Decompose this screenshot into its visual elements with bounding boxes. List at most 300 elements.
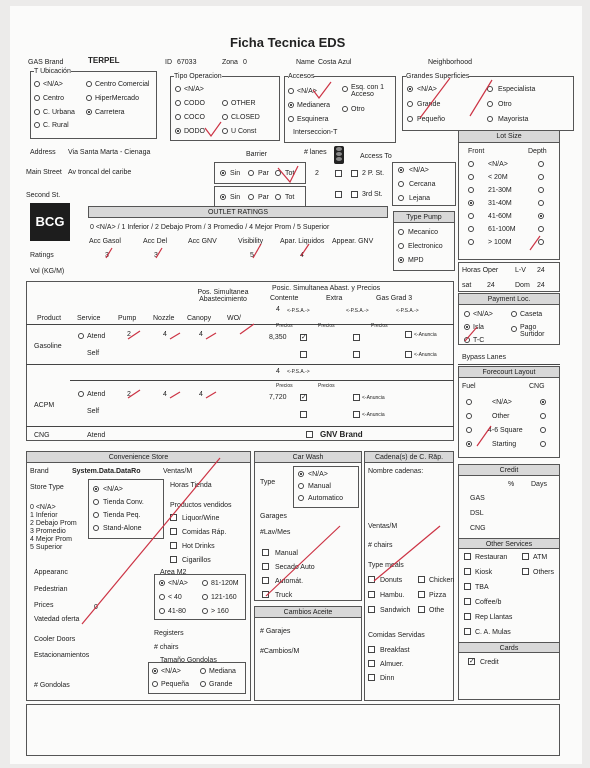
radio-area-80[interactable] bbox=[159, 608, 165, 614]
credit-title: Credit bbox=[459, 465, 559, 476]
checkbox-cigarillos[interactable] bbox=[170, 556, 177, 563]
checkbox-wash-secado[interactable] bbox=[262, 563, 269, 570]
address-value: Via Santa Marta - Cienaga bbox=[68, 149, 151, 156]
gas-grad3-label: Gas Grad 3 bbox=[376, 295, 413, 302]
horas-oper-label: Horas Oper bbox=[462, 267, 499, 274]
acpm-label: ACPM bbox=[34, 402, 55, 409]
checkbox-gas-anuncia[interactable] bbox=[405, 331, 412, 338]
type-pump-title: Type Pump bbox=[394, 212, 454, 223]
opt-label: Truck bbox=[275, 592, 293, 599]
car-wash-title: Car Wash bbox=[255, 452, 361, 463]
rating-col-visibility: Visibility bbox=[238, 238, 264, 245]
lot-size-option: 41-60M bbox=[488, 213, 512, 220]
lanes-value: 2 bbox=[315, 170, 319, 177]
checkbox-tba[interactable] bbox=[464, 583, 471, 590]
opt-label: 121-160 bbox=[211, 594, 237, 601]
radio-lot-depth[interactable] bbox=[538, 213, 544, 219]
radio-ubic-centro[interactable] bbox=[34, 95, 40, 101]
radio-barrier2-tot[interactable] bbox=[275, 194, 281, 200]
checkbox-gas-self-psa[interactable] bbox=[300, 351, 307, 358]
gasoline-canopy[interactable]: 4 bbox=[199, 331, 203, 338]
radio-access-cercana[interactable] bbox=[398, 181, 404, 187]
opt-label: ATM bbox=[533, 554, 548, 561]
radio-acc-medianera[interactable] bbox=[288, 102, 294, 108]
radio-lot-front[interactable] bbox=[468, 187, 474, 193]
radio-lot-depth[interactable] bbox=[538, 174, 544, 180]
opt-label: HiperMercado bbox=[95, 95, 139, 102]
radio-pay-caseta[interactable] bbox=[511, 311, 517, 317]
checkbox-acpm-self-anuncia[interactable] bbox=[353, 411, 360, 418]
rating-col-apar: Apar. Liquidos bbox=[280, 238, 325, 245]
checkbox-atm[interactable] bbox=[522, 553, 529, 560]
opt-label: 81-120M bbox=[211, 580, 239, 587]
opt-label: Almuer. bbox=[380, 661, 404, 668]
grandes-label: Grandes Superficies bbox=[406, 73, 470, 80]
psa-4: <-P.S.A.-> bbox=[287, 369, 310, 375]
radio-gs-pequeno[interactable] bbox=[407, 116, 413, 122]
bcg-logo bbox=[30, 203, 70, 241]
opt-label: C. Rural bbox=[43, 122, 69, 129]
opt-label: Manual bbox=[275, 550, 298, 557]
radio-pay-isla[interactable] bbox=[464, 324, 470, 330]
checkbox-almuer[interactable] bbox=[368, 660, 375, 667]
divider bbox=[26, 364, 454, 365]
productos-label: Productos vendidos bbox=[170, 502, 232, 509]
opt-label: Cercana bbox=[409, 181, 436, 188]
rating-col-appear-gnv: Appear. GNV bbox=[332, 238, 374, 245]
rating-scale-list bbox=[30, 504, 77, 552]
gas-brand-label: GAS Brand bbox=[28, 59, 64, 66]
name-value: Costa Azul bbox=[318, 59, 352, 66]
lot-size-option: <N/A> bbox=[488, 161, 508, 168]
opt-label: Donuts bbox=[380, 577, 403, 584]
radio-area-40[interactable] bbox=[159, 594, 165, 600]
acpm-nozzle[interactable]: 4 bbox=[163, 391, 167, 398]
tamano-label: Tamaño Gondolas bbox=[160, 657, 217, 664]
bypass-lanes-label: Bypass Lanes bbox=[462, 354, 506, 361]
precios-3: Precios bbox=[371, 323, 388, 329]
checkbox-acpm-anuncia[interactable] bbox=[353, 394, 360, 401]
radio-tam-pequena[interactable] bbox=[152, 681, 158, 687]
anuncia-2: <-Anuncia bbox=[414, 352, 437, 358]
opt-label: <N/A> bbox=[473, 311, 493, 318]
opt-label: Pequeño bbox=[417, 116, 446, 123]
radio-access-na[interactable] bbox=[398, 167, 404, 173]
gasoline-atend-label: Atend bbox=[87, 333, 106, 340]
radio-barrier-tot[interactable] bbox=[275, 170, 281, 176]
cards-title: Cards bbox=[459, 642, 559, 653]
checkbox-2pst[interactable] bbox=[351, 170, 358, 177]
opt-label: Centro Comercial bbox=[95, 81, 150, 88]
checkbox-hotdrinks[interactable] bbox=[170, 542, 177, 549]
cadena-title: Cadena(s) de C. Rāp. bbox=[365, 452, 453, 463]
opt-label: Sandwich bbox=[380, 607, 411, 614]
acpm-self-label: Self bbox=[87, 408, 100, 415]
radio-store-peq[interactable] bbox=[93, 512, 99, 518]
checkbox-liquor[interactable] bbox=[170, 514, 177, 521]
radio-fc-fuel-starting[interactable] bbox=[466, 441, 472, 447]
garages-label: Garages bbox=[260, 513, 287, 520]
appearance-label: Appearanc bbox=[34, 569, 68, 576]
checkbox-dinn[interactable] bbox=[368, 674, 375, 681]
opt-label: Liquor/Wine bbox=[182, 515, 220, 522]
opt-label: <N/A> bbox=[417, 86, 437, 93]
radio-store-na[interactable] bbox=[93, 486, 99, 492]
gas-brand-value: TERPEL bbox=[88, 56, 120, 65]
opt-label: Lejana bbox=[409, 195, 431, 202]
radio-lot-front[interactable] bbox=[468, 174, 474, 180]
checkbox-gas-self-extra[interactable] bbox=[353, 351, 360, 358]
checkbox-comidas[interactable] bbox=[170, 528, 177, 535]
checkbox-pizza[interactable] bbox=[418, 591, 425, 598]
radio-ubic-na[interactable] bbox=[34, 81, 40, 87]
psa-2: <-P.S.A.-> bbox=[346, 308, 369, 314]
radio-lot-depth[interactable] bbox=[538, 239, 544, 245]
checkbox-coffee[interactable] bbox=[464, 598, 471, 605]
opt-label: OTHER bbox=[231, 100, 256, 107]
radio-op-coco[interactable] bbox=[175, 114, 181, 120]
rating-col-acc-gnv: Acc GNV bbox=[188, 238, 217, 245]
cng-label: CNG bbox=[34, 432, 50, 439]
radio-op-other[interactable] bbox=[222, 100, 228, 106]
opt-label: TBA bbox=[475, 584, 489, 591]
opt-label: Dinn bbox=[380, 675, 395, 682]
radio-gs-na[interactable] bbox=[407, 86, 413, 92]
col-product: Product bbox=[37, 315, 62, 322]
opt-label: Esquinera bbox=[297, 116, 329, 123]
radio-barrier2-par[interactable] bbox=[248, 194, 254, 200]
notes-area[interactable] bbox=[26, 704, 560, 756]
radio-fc-cng-square[interactable] bbox=[540, 427, 546, 433]
radio-lot-depth[interactable] bbox=[538, 187, 544, 193]
checkbox-rep-llantas[interactable] bbox=[464, 613, 471, 620]
col-wo: WO/ bbox=[227, 315, 241, 322]
id-value: 67033 bbox=[177, 59, 197, 66]
psa-1: <-P.S.A.-> bbox=[287, 308, 310, 314]
checkbox-othe[interactable] bbox=[418, 606, 425, 613]
radio-lot-front[interactable] bbox=[468, 226, 474, 232]
rating-scale-item: 0 <N/A> bbox=[30, 504, 56, 511]
radio-area-160[interactable] bbox=[202, 594, 208, 600]
opt-label: < 40 bbox=[168, 594, 182, 601]
opt-label: Otro bbox=[498, 101, 512, 108]
radio-fc-cng-starting[interactable] bbox=[540, 441, 546, 447]
radio-barrier-par[interactable] bbox=[248, 170, 254, 176]
contente-label: Contente bbox=[270, 295, 299, 302]
opt-label: Credit bbox=[480, 659, 499, 666]
opt-label: Others bbox=[533, 569, 555, 576]
precios-1: Precios bbox=[276, 323, 293, 329]
opt-label: Carretera bbox=[95, 109, 125, 116]
radio-lot-front[interactable] bbox=[468, 239, 474, 245]
opt-label: Hot Drinks bbox=[182, 543, 215, 550]
radio-tam-mediana[interactable] bbox=[200, 668, 206, 674]
precios-5: Precios bbox=[318, 383, 335, 389]
checkbox-kiosk[interactable] bbox=[464, 568, 471, 575]
lv-value: 24 bbox=[537, 267, 545, 274]
vatedad-label: Vatedad oferta bbox=[34, 616, 80, 623]
second-st-label: Second St. bbox=[26, 192, 61, 199]
opt-label: > 160 bbox=[211, 608, 229, 615]
radio-lot-front[interactable] bbox=[468, 213, 474, 219]
opt-label: Par bbox=[258, 170, 269, 177]
radio-acc-otro[interactable] bbox=[342, 106, 348, 112]
radio-gs-mayorista[interactable] bbox=[487, 116, 493, 122]
opt-label: 41-80 bbox=[168, 608, 186, 615]
logo-text: BCG bbox=[35, 214, 65, 229]
opt-label: Kiosk bbox=[475, 569, 493, 576]
opt-label: Pequeña bbox=[161, 681, 190, 688]
opt-label: Par bbox=[258, 194, 269, 201]
lot-depth-label: Depth bbox=[528, 148, 547, 155]
brand-label: Brand bbox=[30, 468, 49, 475]
checkbox-others[interactable] bbox=[522, 568, 529, 575]
col-canopy: Canopy bbox=[187, 315, 212, 322]
gasoline-nozzle[interactable]: 4 bbox=[163, 331, 167, 338]
gondolas-label: # Gondolas bbox=[34, 682, 70, 689]
opt-label: <N/A> bbox=[168, 580, 188, 587]
radio-acc-esqcon[interactable] bbox=[342, 86, 348, 92]
radio-pay-tc[interactable] bbox=[464, 337, 470, 343]
radio-acc-esquinera[interactable] bbox=[288, 116, 294, 122]
radio-store-standalone[interactable] bbox=[93, 525, 99, 531]
checkbox-gas-psa[interactable]: ✓ bbox=[301, 334, 307, 341]
type-meals-label: Type meals bbox=[368, 562, 404, 569]
other-services-title: Other Services bbox=[459, 538, 559, 549]
rating-apar[interactable]: 4 bbox=[300, 252, 304, 259]
pedestrian-label: Pedestrian bbox=[34, 586, 68, 593]
divider bbox=[70, 380, 454, 381]
radio-gs-otro[interactable] bbox=[487, 101, 493, 107]
radio-op-dodo[interactable] bbox=[175, 128, 181, 134]
radio-ubic-carretera[interactable] bbox=[86, 109, 92, 115]
sat-value: 24 bbox=[487, 282, 495, 289]
gasoline-pump[interactable]: 2 bbox=[127, 331, 131, 338]
rating-col-acc-del: Acc Del bbox=[143, 238, 168, 245]
conv-chairs-label: # chairs bbox=[154, 644, 179, 651]
opt-label: Mediana bbox=[209, 668, 236, 675]
checkbox-lane-b[interactable] bbox=[335, 191, 342, 198]
brand-value: System.Data.DataRo bbox=[72, 468, 141, 475]
opt-label: Pago Surtidor bbox=[520, 324, 545, 338]
opt-label: CODO bbox=[184, 100, 205, 107]
convenience-title: Convenience Store bbox=[27, 452, 250, 463]
opt-label: Isla bbox=[473, 324, 484, 331]
estacionamientos-label: Estacionamientos bbox=[34, 652, 90, 659]
credit-gas-label: GAS bbox=[470, 495, 485, 502]
rating-scale-item: 1 Inferior bbox=[30, 512, 58, 519]
radio-ubic-hiper[interactable] bbox=[86, 95, 92, 101]
radio-area-over160[interactable] bbox=[202, 608, 208, 614]
rating-visibility[interactable]: 5 bbox=[250, 252, 254, 259]
radio-gasoline-atend[interactable] bbox=[78, 333, 84, 339]
radio-fc-fuel-other[interactable] bbox=[466, 413, 472, 419]
radio-lot-front[interactable] bbox=[468, 161, 474, 167]
radio-op-na[interactable] bbox=[175, 86, 181, 92]
radio-lot-depth[interactable] bbox=[538, 226, 544, 232]
checkbox-wash-truck[interactable] bbox=[262, 591, 269, 598]
checkbox-sandwich[interactable] bbox=[368, 606, 375, 613]
gasoline-price[interactable]: 8,350 bbox=[269, 334, 287, 341]
radio-fc-fuel-na[interactable] bbox=[466, 399, 472, 405]
divider bbox=[26, 426, 454, 427]
opt-label: MPD bbox=[408, 257, 424, 264]
lv-label: L-V bbox=[515, 267, 526, 274]
opt-label: Mayorista bbox=[498, 116, 529, 123]
checkbox-gnv-brand[interactable] bbox=[306, 431, 313, 438]
checkbox-chicken[interactable] bbox=[418, 576, 425, 583]
radio-fc-cng-na[interactable] bbox=[540, 399, 546, 405]
radio-pay-surtidor[interactable] bbox=[511, 326, 517, 332]
rating-acc-del[interactable]: 3 bbox=[154, 252, 158, 259]
radio-pump-electronico[interactable] bbox=[398, 243, 404, 249]
forecourt-cng-label: CNG bbox=[529, 383, 545, 390]
opt-label: Hambu. bbox=[380, 592, 405, 599]
radio-lot-depth[interactable] bbox=[538, 200, 544, 206]
radio-acpm-atend[interactable] bbox=[78, 391, 84, 397]
checkbox-hambu[interactable] bbox=[368, 591, 375, 598]
gasoline-label: Gasoline bbox=[34, 343, 62, 350]
checkbox-gas-self-anuncia[interactable] bbox=[405, 351, 412, 358]
acpm-canopy[interactable]: 4 bbox=[199, 391, 203, 398]
cadena-group bbox=[364, 451, 454, 701]
checkbox-restauran[interactable] bbox=[464, 553, 471, 560]
credit-cng-label: CNG bbox=[470, 525, 486, 532]
radio-fc-fuel-square[interactable] bbox=[466, 427, 472, 433]
checkbox-credit-card[interactable]: ✓ bbox=[469, 658, 475, 665]
radio-access-lejana[interactable] bbox=[398, 195, 404, 201]
horas-tienda-label: Horas Tienda bbox=[170, 482, 212, 489]
checkbox-lane-a[interactable] bbox=[335, 170, 342, 177]
checkbox-wash-automat[interactable] bbox=[262, 577, 269, 584]
radio-fc-cng-other[interactable] bbox=[540, 413, 546, 419]
radio-barrier-sin[interactable] bbox=[220, 170, 226, 176]
checkbox-donuts[interactable] bbox=[368, 576, 375, 583]
opt-label: Breakfast bbox=[380, 647, 410, 654]
lot-size-option: 31-40M bbox=[488, 200, 512, 207]
opt-label: Restauran bbox=[475, 554, 508, 561]
lot-size-option: 61-100M bbox=[488, 226, 516, 233]
cambios-m-label: #Cambios/M bbox=[260, 648, 300, 655]
checkbox-ca-mulas[interactable] bbox=[464, 628, 471, 635]
opt-label: Otro bbox=[351, 106, 365, 113]
radio-lot-front[interactable] bbox=[468, 200, 474, 206]
radio-store-conv[interactable] bbox=[93, 499, 99, 505]
opt-label: Comidas Ráp. bbox=[182, 529, 227, 536]
opt-label: COCO bbox=[184, 114, 205, 121]
opt-label: Chicken bbox=[429, 577, 455, 584]
posic-precios-label: Posic. Simultanea Abast. y Precios bbox=[272, 285, 381, 292]
radio-ubic-cc[interactable] bbox=[86, 81, 92, 87]
store-type-label: Store Type bbox=[30, 484, 64, 491]
radio-wash-manual[interactable] bbox=[298, 483, 304, 489]
form-sheet bbox=[10, 6, 582, 764]
checkbox-acpm-self-psa[interactable] bbox=[300, 411, 307, 418]
radio-pump-mecanico[interactable] bbox=[398, 229, 404, 235]
checkbox-breakfast[interactable] bbox=[368, 646, 375, 653]
opt-label: Medianera bbox=[297, 102, 331, 109]
radio-op-uconst[interactable] bbox=[222, 128, 228, 134]
lot-size-option: 21-30M bbox=[488, 187, 512, 194]
barrier-label: Barrier bbox=[246, 151, 268, 158]
opt-label: T-C bbox=[473, 337, 485, 344]
col-nozzle: Nozzle bbox=[153, 315, 175, 322]
prices-label: Prices bbox=[34, 602, 54, 609]
access-to-label: Access To bbox=[360, 153, 392, 160]
opt-label: Especialista bbox=[498, 86, 536, 93]
car-wash-type-label: Type bbox=[260, 479, 276, 486]
radio-gs-especialista[interactable] bbox=[487, 86, 493, 92]
radio-op-closed[interactable] bbox=[222, 114, 228, 120]
radio-area-120[interactable] bbox=[202, 580, 208, 586]
anuncia-3: <-Anuncia bbox=[362, 395, 385, 401]
opt-label: Sin bbox=[230, 170, 241, 177]
rating-scale-item: 4 Mejor Prom bbox=[30, 536, 73, 543]
comidas-label: Comidas Servidas bbox=[368, 632, 425, 639]
checkbox-wash-manual[interactable] bbox=[262, 549, 269, 556]
cadena-chairs-label: # chairs bbox=[368, 542, 393, 549]
radio-op-codo[interactable] bbox=[175, 100, 181, 106]
pos-simultanea-label: Pos. Simultanea Abastecimiento bbox=[197, 289, 249, 303]
acpm-price[interactable]: 7,720 bbox=[269, 394, 287, 401]
accesos-label: Accesos bbox=[288, 73, 315, 80]
radio-wash-na[interactable] bbox=[298, 471, 304, 477]
acpm-atend-label: Atend bbox=[87, 391, 106, 398]
radio-lot-depth[interactable] bbox=[538, 161, 544, 167]
radio-barrier2-sin[interactable] bbox=[220, 194, 226, 200]
rating-acc-gasol[interactable]: 3 bbox=[105, 252, 109, 259]
opt-label: Tot bbox=[285, 170, 295, 177]
checkbox-acpm-psa[interactable]: ✓ bbox=[301, 394, 307, 401]
opt-label: Esq. con 1 Acceso bbox=[351, 84, 385, 98]
radio-ubic-urbana[interactable] bbox=[34, 109, 40, 115]
opt-label: <N/A> bbox=[184, 86, 204, 93]
opt-label: Grande bbox=[417, 101, 441, 108]
radio-pump-mpd[interactable] bbox=[398, 257, 404, 263]
acpm-pump[interactable]: 2 bbox=[127, 391, 131, 398]
radio-pay-na[interactable] bbox=[464, 311, 470, 317]
payment-loc-title: Payment Loc. bbox=[459, 294, 559, 305]
fuel-section bbox=[26, 281, 454, 441]
ventas-label: Ventas/M bbox=[163, 468, 193, 475]
opt-label: Electronico bbox=[408, 243, 443, 250]
checkbox-3rdst[interactable] bbox=[351, 191, 358, 198]
opt-label: Other bbox=[492, 413, 510, 420]
opt-label: Interseccion-T bbox=[293, 129, 338, 136]
rating-col-acc-gasol: Acc Gasol bbox=[89, 238, 121, 245]
zona-value: 0 bbox=[243, 59, 247, 66]
radio-gs-grande[interactable] bbox=[407, 101, 413, 107]
opt-label: Tot bbox=[285, 194, 295, 201]
radio-area-na[interactable] bbox=[159, 580, 165, 586]
vol-label: Vol (KG/M) bbox=[30, 268, 65, 275]
radio-tam-grande[interactable] bbox=[200, 681, 206, 687]
credit-pct-label: % bbox=[508, 481, 515, 488]
psa-3: <-P.S.A.-> bbox=[396, 308, 419, 314]
divider bbox=[26, 324, 454, 325]
nombre-cadenas-label: Nombre cadenas: bbox=[368, 468, 424, 475]
radio-tam-na[interactable] bbox=[152, 668, 158, 674]
radio-wash-auto[interactable] bbox=[298, 495, 304, 501]
radio-acc-na[interactable] bbox=[288, 88, 294, 94]
name-label: Name bbox=[296, 59, 315, 66]
dom-label: Dom bbox=[515, 282, 530, 289]
checkbox-gas-extra[interactable] bbox=[353, 334, 360, 341]
lav-mes-label: #Lav/Mes bbox=[260, 529, 291, 536]
opt-label: <N/A> bbox=[161, 668, 181, 675]
radio-ubic-rural[interactable] bbox=[34, 122, 40, 128]
traffic-light-icon bbox=[334, 146, 344, 164]
